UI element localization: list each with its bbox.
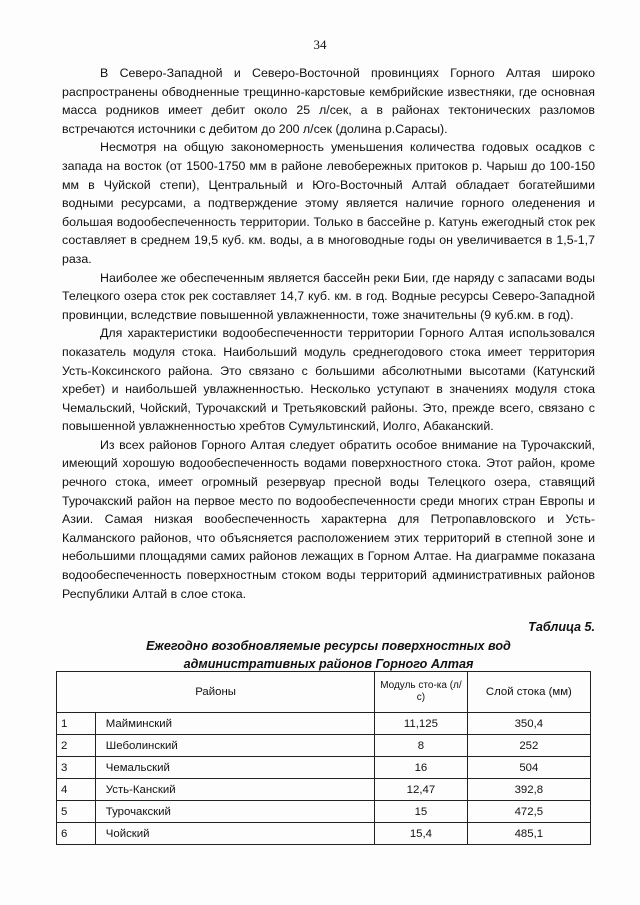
- header-runoff-module: Модуль сто-ка (л/с): [375, 672, 468, 713]
- paragraph-3: Наиболее же обеспеченным является бассейн реки Бии, где наряду с запасами воды Телецкого озера сток рек составляет 14,7 куб. км. в год. Водные ресурсы Северо-Западной провинции, вследствие повышенной увлажненности, тоже значительны (9 куб.км. в год).: [62, 270, 595, 322]
- water-resources-table: [56, 671, 591, 845]
- paragraph-2: Несмотря на общую закономерность уменьшения количества годовых осадков с запада на восток (от 1500-1750 мм в районе левобережных притоков р. Чарыш до 100-150 мм в Чуйской степи), Центральный и Юго-Восточный Алтай обладает богатейшими водными ресурсами, а подтверждение этому является наличие горного оледенения и большая водообеспеченность территории. Только в бассейне р. Катунь ежегодный сток рек составляет в среднем 19,5 куб. км. воды, а в многоводные годы он увеличивается в 1,5-1,7 раза.: [62, 140, 595, 266]
- row-number: 2: [57, 735, 96, 757]
- paragraph-1: В Северо-Западной и Северо-Восточной провинциях Горного Алтая широко распространены обводненные трещинно-карстовые кембрийские известняки, где основная масса родников имеет дебит около 25 л/сек, а в районах тектонических разломов встречаются источники с дебитом до 200 л/сек (долина р.Сарасы).: [62, 66, 595, 136]
- district-name: Чемальский: [95, 757, 374, 779]
- body-text: [62, 64, 595, 603]
- row-number: 5: [57, 801, 96, 823]
- runoff-layer-value: 472,5: [467, 801, 590, 823]
- runoff-module-value: 11,125: [375, 713, 468, 735]
- table-header-row: [57, 672, 591, 713]
- runoff-module-value: 12,47: [375, 779, 468, 801]
- runoff-module-value: 16: [375, 757, 468, 779]
- table-title: [62, 637, 595, 673]
- runoff-layer-value: 504: [467, 757, 590, 779]
- runoff-layer-value: 392,8: [467, 779, 590, 801]
- table-row: [57, 823, 591, 845]
- district-name: Турочакский: [95, 801, 374, 823]
- district-name: Майминский: [95, 713, 374, 735]
- header-runoff-layer: Слой стока (мм): [467, 672, 590, 713]
- table-title-line-2: административных районов Горного Алтая: [183, 657, 474, 671]
- paragraph-4: Для характеристики водообеспеченности территории Горного Алтая использовался показатель модуля стока. Наибольший модуль среднегодового стока имеет территория Усть-Коксинского района. Это связано с большими абсолютными высотами (Катунский хребет) и наибольшей увлажненностью. Несколько уступают в значениях модуля стока Чемальский, Чойский, Турочакский и Третьяковский районы. Это, прежде всего, связано с повышенной увлажненностью хребтов Сумультинский, Иолго, Абаканский.: [62, 326, 595, 434]
- runoff-layer-value: 252: [467, 735, 590, 757]
- runoff-module-value: 8: [375, 735, 468, 757]
- table-row: [57, 779, 591, 801]
- table-row: [57, 713, 591, 735]
- header-districts: Районы: [57, 672, 375, 713]
- district-name: Шеболинский: [95, 735, 374, 757]
- district-name: Чойский: [95, 823, 374, 845]
- table-title-line-1: Ежегодно возобновляемые ресурсы поверхностных вод: [146, 639, 511, 653]
- row-number: 6: [57, 823, 96, 845]
- row-number: 3: [57, 757, 96, 779]
- runoff-layer-value: 350,4: [467, 713, 590, 735]
- runoff-layer-value: 485,1: [467, 823, 590, 845]
- table-row: [57, 735, 591, 757]
- runoff-module-value: 15: [375, 801, 468, 823]
- page-number: 34: [313, 37, 327, 52]
- row-number: 1: [57, 713, 96, 735]
- table-label: Таблица 5.: [528, 620, 595, 634]
- paragraph-5: Из всех районов Горного Алтая следует обратить особое внимание на Турочакский, имеющий хорошую водообеспеченность водами поверхностного стока. Этот район, кроме речного стока, имеет огромный резервуар пресной воды Телецкого озера, ставящий Турочакский район на первое место по водообеспеченности среди многих стран Европы и Азии. Самая низкая вообеспеченность характерна для Петропавловского и Усть-Калманского районов, что объясняется расположением этих территорий в степной зоне и небольшими площадями самих районов лежащих в Горном Алтае. На диаграмме показана водообеспеченность поверхностным стоком воды территорий административных районов Республики Алтай в слое стока.: [62, 437, 595, 601]
- table-row: [57, 757, 591, 779]
- table-row: [57, 801, 591, 823]
- runoff-module-value: 15,4: [375, 823, 468, 845]
- district-name: Усть-Канский: [95, 779, 374, 801]
- row-number: 4: [57, 779, 96, 801]
